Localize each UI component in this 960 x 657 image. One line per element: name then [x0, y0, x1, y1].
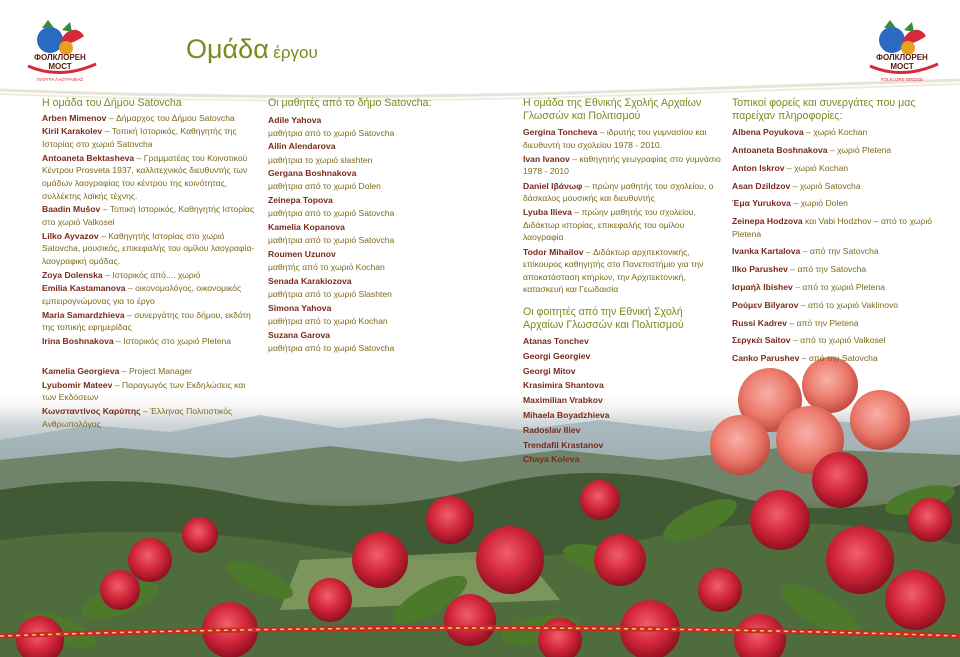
list-item: [732, 180, 932, 193]
list-item: [732, 317, 932, 330]
logo-text: FOLKLORE BRIDGE: [880, 77, 924, 82]
person-role: – χωριό Dolen: [790, 198, 848, 209]
list-item: [42, 203, 260, 228]
person-name: Ισμαήλ Ibishev: [732, 282, 793, 293]
list-item: [732, 126, 932, 139]
student-name: Radoslav Iliev: [523, 424, 581, 435]
person-name: Irina Boshnakova: [42, 336, 114, 347]
person-name: Zeinepa Hodzova: [732, 216, 803, 227]
list-item: [523, 206, 723, 244]
person-role: – Τοπική Ιστορικός, Καθηγητής της Ιστορίας στο χωριό Satovcha: [42, 126, 237, 149]
person-name: Antoaneta Bektasheva: [42, 152, 135, 163]
list-item: [732, 162, 932, 175]
column-students: [268, 97, 488, 355]
person-role: – Παραγωγός των Εκδηλώσεις και των Εκδόσεων: [42, 379, 246, 403]
person-role: μαθήτρια από το χωριό Satovcha: [268, 208, 395, 219]
person-role: – από το χωριό Pletena: [792, 282, 886, 293]
embroidered-ribbon: [0, 622, 960, 642]
person-role: μαθήτρια το χωριό slashten: [268, 154, 373, 165]
person-role: – από την Satovcha: [800, 246, 879, 257]
person-role: – χωριό Pletena: [827, 144, 892, 155]
person-role: μαθήτρια από το χωριό Satovcha: [268, 235, 395, 246]
person-role: – Ιστορικός στο χωριό Pletena: [113, 336, 232, 347]
folklore-bridge-logo-left: [20, 18, 102, 86]
student-name: Krasimira Shantova: [523, 380, 604, 391]
person-role: – πρώην μαθητής του σχολείου, Διδάκτωρ ιστορίας, επικεφαλής του ομίλου λαογραφία: [523, 207, 696, 243]
person-role: μαθήτρια από το χωριό Dolen: [268, 181, 381, 192]
list-item: [42, 365, 260, 378]
person-name: Gergina Toncheva: [523, 127, 598, 138]
logo-text: ΓΕΦΥΡΑ ΛΑΟΓΡΑΦΙΑΣ: [36, 77, 84, 82]
list-item: [732, 281, 932, 294]
list-item: [523, 180, 723, 205]
student-name: Atanas Tonchev: [523, 336, 589, 347]
list-item: [732, 352, 932, 365]
entry-list: [42, 112, 260, 431]
list-item: [732, 299, 932, 312]
person-role: μαθήτρια από το χωριό Satovcha: [268, 127, 395, 138]
person-role: – συνεργάτης του δήμου, εκδότη της τοπικής εφημερίδας: [42, 309, 251, 333]
page-title: [186, 34, 318, 65]
list-item: [42, 405, 260, 430]
person-role: – χωριό Satovcha: [790, 180, 861, 191]
person-role: μαθήτρια από το χωριό Kochan: [268, 315, 388, 326]
person-name: Kiril Karakolev: [42, 126, 103, 137]
person-name: Simona Yahova: [268, 302, 332, 313]
person-role: – Καθηγητής Ιστορίας στο χωριό Satovcha, μουσικός, επικεφαλής του ομίλου λαογραφία- λαογραφική ομάδας.: [42, 230, 255, 266]
person-name: Lyubomir Mateev: [42, 379, 113, 390]
list-item: [42, 152, 260, 202]
folklore-bridge-logo-right: [862, 18, 944, 86]
person-name: Anton Iskrov: [732, 162, 785, 173]
person-name: Ρούμεν Bilyarov: [732, 299, 799, 310]
person-name: Έμα Yurukova: [732, 198, 791, 209]
person-role: – από την Satovcha: [799, 353, 878, 364]
list-item: [732, 144, 932, 157]
person-name: Russi Kadrev: [732, 317, 787, 328]
person-name: Baadin Mušov: [42, 204, 101, 215]
list-item: [42, 112, 260, 125]
list-item: [732, 245, 932, 258]
person-name: Roumen Uzunov: [268, 248, 336, 259]
list-item: [42, 335, 260, 348]
list-item: [523, 126, 723, 151]
column-heading: Οι μαθητές από το δήμο Satovcha:: [268, 97, 432, 109]
person-role: – Έλληνας Πολιτιστικός Ανθρωπολόγος: [42, 406, 233, 429]
person-role: και Vabi Hodzhov – από το χωριό Pletena: [732, 216, 933, 239]
person-name: Suzana Garova: [268, 329, 331, 340]
student-name: Mihaela Boyadzhieva: [523, 410, 610, 420]
list-item: [42, 282, 260, 307]
student-name: Georgi Georgiev: [523, 350, 591, 361]
list-item: [732, 215, 932, 240]
list-item: [42, 379, 260, 404]
column-subheading: Οι φοιτητές από την Εθνική Σχολή Αρχαίων Γλωσσών και Πολιτισμού: [523, 305, 684, 331]
person-name: Zeinepa Topova: [268, 195, 333, 206]
student-name: Trendafil Krastanov: [523, 439, 604, 450]
person-name: Lilko Ayvazov: [42, 230, 99, 241]
person-name: Todor Mihailov: [523, 246, 584, 257]
person-role: – χωριό Kochan: [784, 162, 849, 173]
person-role: – από το χωριό Valkosel: [790, 335, 886, 346]
list-item: [42, 309, 260, 334]
title-main: Ομάδα: [186, 34, 269, 64]
person-role: – Project Manager: [119, 365, 192, 376]
logo-text: ФОЛКЛОРЕН: [34, 53, 86, 62]
person-name: Ivan Ivanov: [523, 153, 570, 164]
person-role: – Διδάκτωρ αρχιτεκτονικής, επίκουρος καθηγητής στο Πανεπιστήμιο για την αποκατάσταση κτηρίων, την Αρχιτεκτονική, κατασκευή και Γεωδαισία: [523, 246, 704, 295]
column-school-team: [523, 97, 723, 468]
person-name: Canko Parushev: [732, 353, 800, 364]
list-item: [732, 334, 932, 347]
logo-text: ФОЛКЛОРЕН: [876, 53, 928, 62]
list-item: [42, 230, 260, 268]
student-name: Georgi Mitov: [523, 365, 576, 376]
person-role: – Γραμματέας του Κοινοτικού Κέντρου Prosveta 1937, καλλιτεχνικός διευθυντής των ομάδων λαογραφίας του κέντρου της κοινότητας, συλλέκτης λαϊκής τέχνης.: [42, 152, 248, 201]
person-role: – οικονομολόγος, οικονομικός εμπειρογνώμονας για το έργο: [42, 283, 242, 307]
person-role: – πρώην μαθητής του σχολείου, ο δάσκαλος μουσικής και διευθυντής: [523, 180, 714, 204]
person-role: – από την Pletena: [786, 317, 859, 328]
person-name: Zoya Dolenska: [42, 269, 103, 280]
person-name: Σεργκέι Saitov: [732, 335, 791, 346]
person-name: Daniel Ιβάνωφ: [523, 180, 583, 191]
person-role: – από το χωριό Vaklinovo: [798, 299, 899, 310]
person-name: Senada Karakiozova: [268, 275, 352, 286]
person-role: – Τοπική Ιστορικός, Καθηγητής Ιστορίας στο χωριό Valkosel: [42, 204, 255, 227]
logo-text: МОСТ: [890, 62, 914, 71]
person-name: Κωνσταντίνος Καρύπης: [42, 406, 141, 417]
person-name: Emilia Kastamanova: [42, 283, 126, 294]
list-item: [732, 197, 932, 210]
person-role: – Δήμαρχος του Δήμου Satovcha: [106, 112, 235, 123]
person-name: Ivanka Kartalova: [732, 246, 801, 257]
column-heading: Η ομάδα του Δήμου Satovcha: [42, 97, 182, 109]
person-name: Lyuba Ilieva: [523, 207, 572, 218]
person-name: Asan Dzildzov: [732, 180, 791, 191]
person-name: Adile Yahova: [268, 114, 322, 125]
person-name: Arben Mimenov: [42, 112, 107, 123]
student-name: Maximilian Vrabkov: [523, 395, 603, 406]
person-name: Albena Poyukova: [732, 127, 804, 138]
person-name: Kamelia Georgieva: [42, 365, 120, 376]
list-item: [42, 269, 260, 282]
person-role: – από την Satovcha: [787, 264, 867, 275]
logo-text: МОСТ: [48, 62, 72, 71]
column-local-partners: [732, 97, 932, 370]
list-item: [42, 125, 260, 150]
person-name: Maria Samardzhieva: [42, 309, 125, 320]
person-role: – Ιστορικός από.... χωριό: [102, 269, 201, 280]
column-heading: Τοπικοί φορείς και συνεργάτες που μας παρείχαν πληροφορίες:: [732, 97, 916, 122]
title-sub: έργου: [273, 43, 318, 62]
decorative-swoosh: [0, 62, 960, 102]
column-heading: Η ομάδα της Εθνικής Σχολής Αρχαίων Γλωσσών και Πολιτισμού: [523, 97, 702, 122]
person-role: μαθήτρια από το χωριό Satovcha: [268, 342, 395, 353]
person-name: Ailin Alendarova: [268, 141, 336, 152]
student-name: Chaya Koleva: [523, 454, 580, 465]
person-role: – χωριό Kochan: [803, 127, 868, 138]
person-role: – καθηγητής γεωγραφίας στο γυμνάσιο 1978 - 2010: [523, 153, 721, 177]
person-role: μαθητής από το χωριό Kochan: [268, 262, 385, 273]
person-name: Antoaneta Boshnakova: [732, 144, 828, 155]
person-name: Kamelia Kopanova: [268, 222, 345, 233]
person-role: μαθήτρια από το χωριό Slashten: [268, 288, 392, 299]
list-item: [523, 153, 723, 178]
list-item: [732, 263, 932, 276]
person-name: Gergana Boshnakova: [268, 168, 357, 179]
person-name: Ilko Parushev: [732, 264, 788, 275]
list-item: [523, 246, 723, 296]
person-role: – ιδρυτής του γυμνασίου και διευθυντή του σχολείου 1978 - 2010.: [523, 127, 707, 150]
column-satovcha-team: [42, 97, 260, 432]
